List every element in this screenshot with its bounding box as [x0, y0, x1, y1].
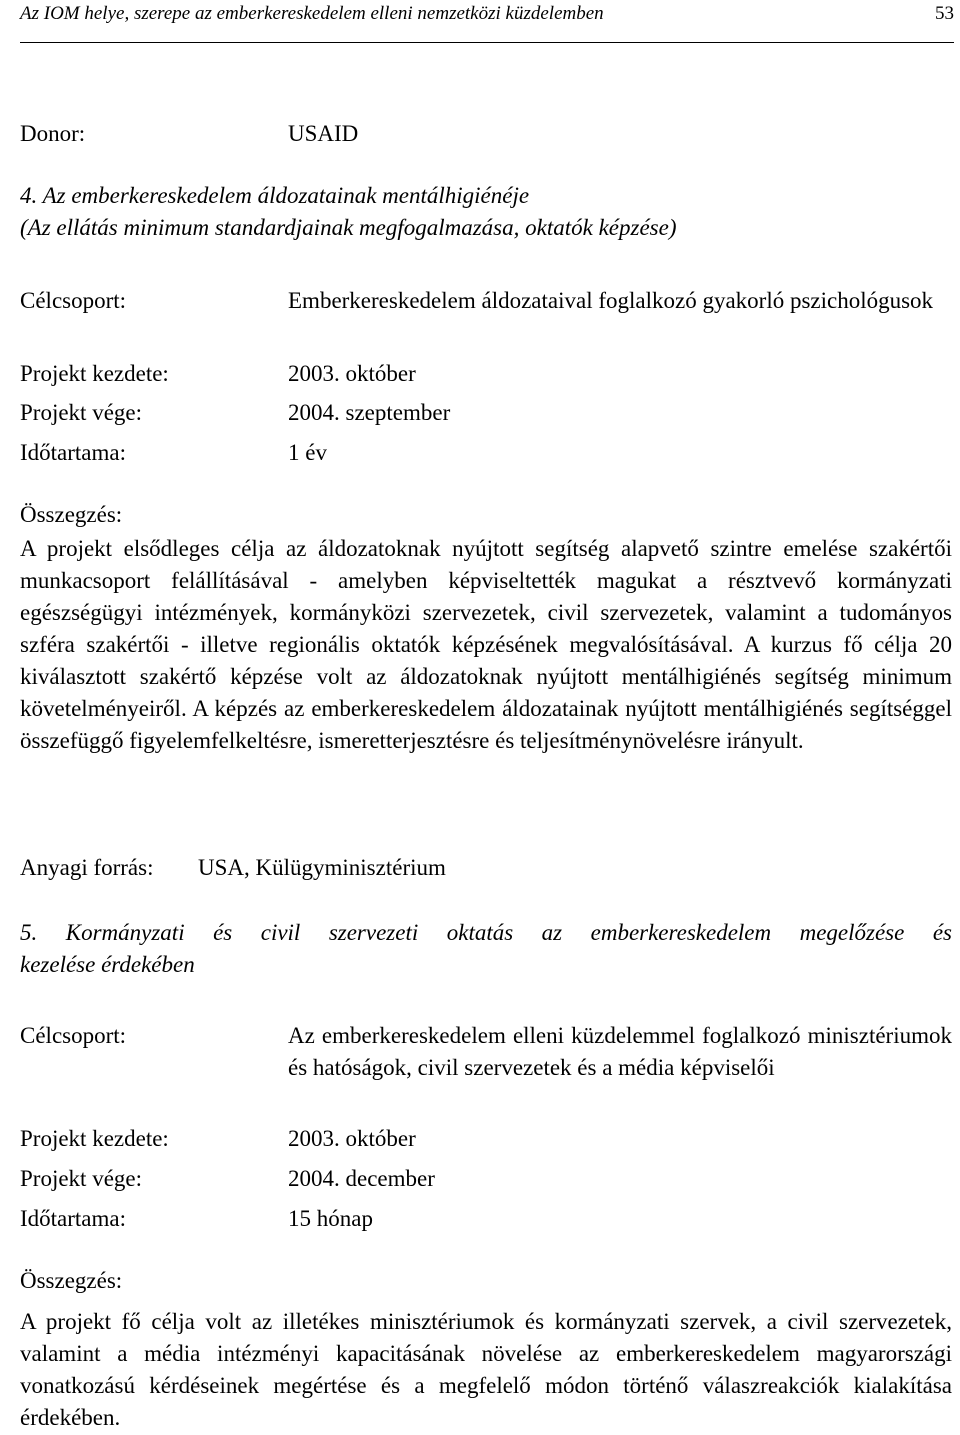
section5-summary-label: Összegzés:	[20, 1268, 123, 1293]
donor-label: Donor:	[20, 121, 86, 146]
section5-duration-label: Időtartama:	[20, 1206, 127, 1231]
section5-title-line2: kezelése érdekében	[20, 952, 195, 977]
running-title: Az IOM helye, szerepe az emberkereskedelem elleni nemzetközi küzdelemben	[20, 3, 604, 24]
section4-summary-text: A projekt elsődleges célja az áldozatoknak nyújtott segítség alapvető szintre emelése szakértői munkacsoport felállításával - amelyben képviseltették magukat a résztvevő kormányzati egészségügyi intézmények, kormányközi szervezetek, civil szervezetek, valamint a tudományos szféra szakértői - illetve regionális oktatók képzésének megvalósításával. A kurzus fő célja 20 kiválasztott szakértő képzése volt az áldozatoknak nyújtott mentálhigiénés segítség minimum követelményeiről. A képzés az emberkereskedelem áldozatainak nyújtott mentálhigiénés segítséggel összefüggő figyelemfelkeltésre, ismeretterjesztésre és teljesítménynövelésre irányult.	[20, 536, 952, 753]
section5-title-line1: 5. Kormányzati és civil szervezeti oktatás az emberkereskedelem megelőzése és	[20, 920, 952, 945]
section5-start-value: 2003. október	[288, 1126, 416, 1151]
section4-target-text: Emberkereskedelem áldozataival foglalkozó gyakorló pszichológusok	[288, 288, 934, 313]
section4-target-label: Célcsoport:	[20, 288, 127, 313]
page-number: 53	[935, 3, 954, 24]
section5-start-label: Projekt kezdete:	[20, 1126, 169, 1151]
section4-funding-value: USA, Külügyminisztérium	[198, 855, 446, 880]
section4-target-value	[288, 285, 952, 317]
section5-summary-text: A projekt fő célja volt az illetékes minisztériumok és kormányzati szervek, a civil szervezetek, valamint a média intézményi kapacitásának növelése az emberkereskedelem magyarországi vonatkozású kérdéseinek megértése és a megfelelő módon történő válaszreakciók kialakítása érdekében.	[20, 1309, 952, 1430]
section5-end-value: 2004. december	[288, 1166, 435, 1191]
section4-duration-label: Időtartama:	[20, 440, 127, 465]
section4-start-value: 2003. október	[288, 361, 416, 386]
section4-title-line2: (Az ellátás minimum standardjainak megfogalmazása, oktatók képzése)	[20, 215, 677, 240]
section5-target-value: Az emberkereskedelem elleni küzdelemmel foglalkozó minisztériumok és hatóságok, civil szervezetek és a média képviselői	[288, 1023, 952, 1080]
section4-end-value: 2004. szeptember	[288, 400, 451, 425]
section5-target-label: Célcsoport:	[20, 1023, 127, 1048]
section5-end-label: Projekt vége:	[20, 1166, 142, 1191]
donor-value: USAID	[288, 121, 359, 146]
section5-duration-value: 15 hónap	[288, 1206, 373, 1231]
section4-duration-value: 1 év	[288, 440, 327, 465]
section4-summary-label: Összegzés:	[20, 502, 123, 527]
section4-end-label: Projekt vége:	[20, 400, 142, 425]
running-header	[20, 2, 954, 43]
section4-start-label: Projekt kezdete:	[20, 361, 169, 386]
section4-funding-label: Anyagi forrás:	[20, 855, 154, 880]
section4-title-line1: 4. Az emberkereskedelem áldozatainak mentálhigiénéje	[20, 183, 530, 208]
